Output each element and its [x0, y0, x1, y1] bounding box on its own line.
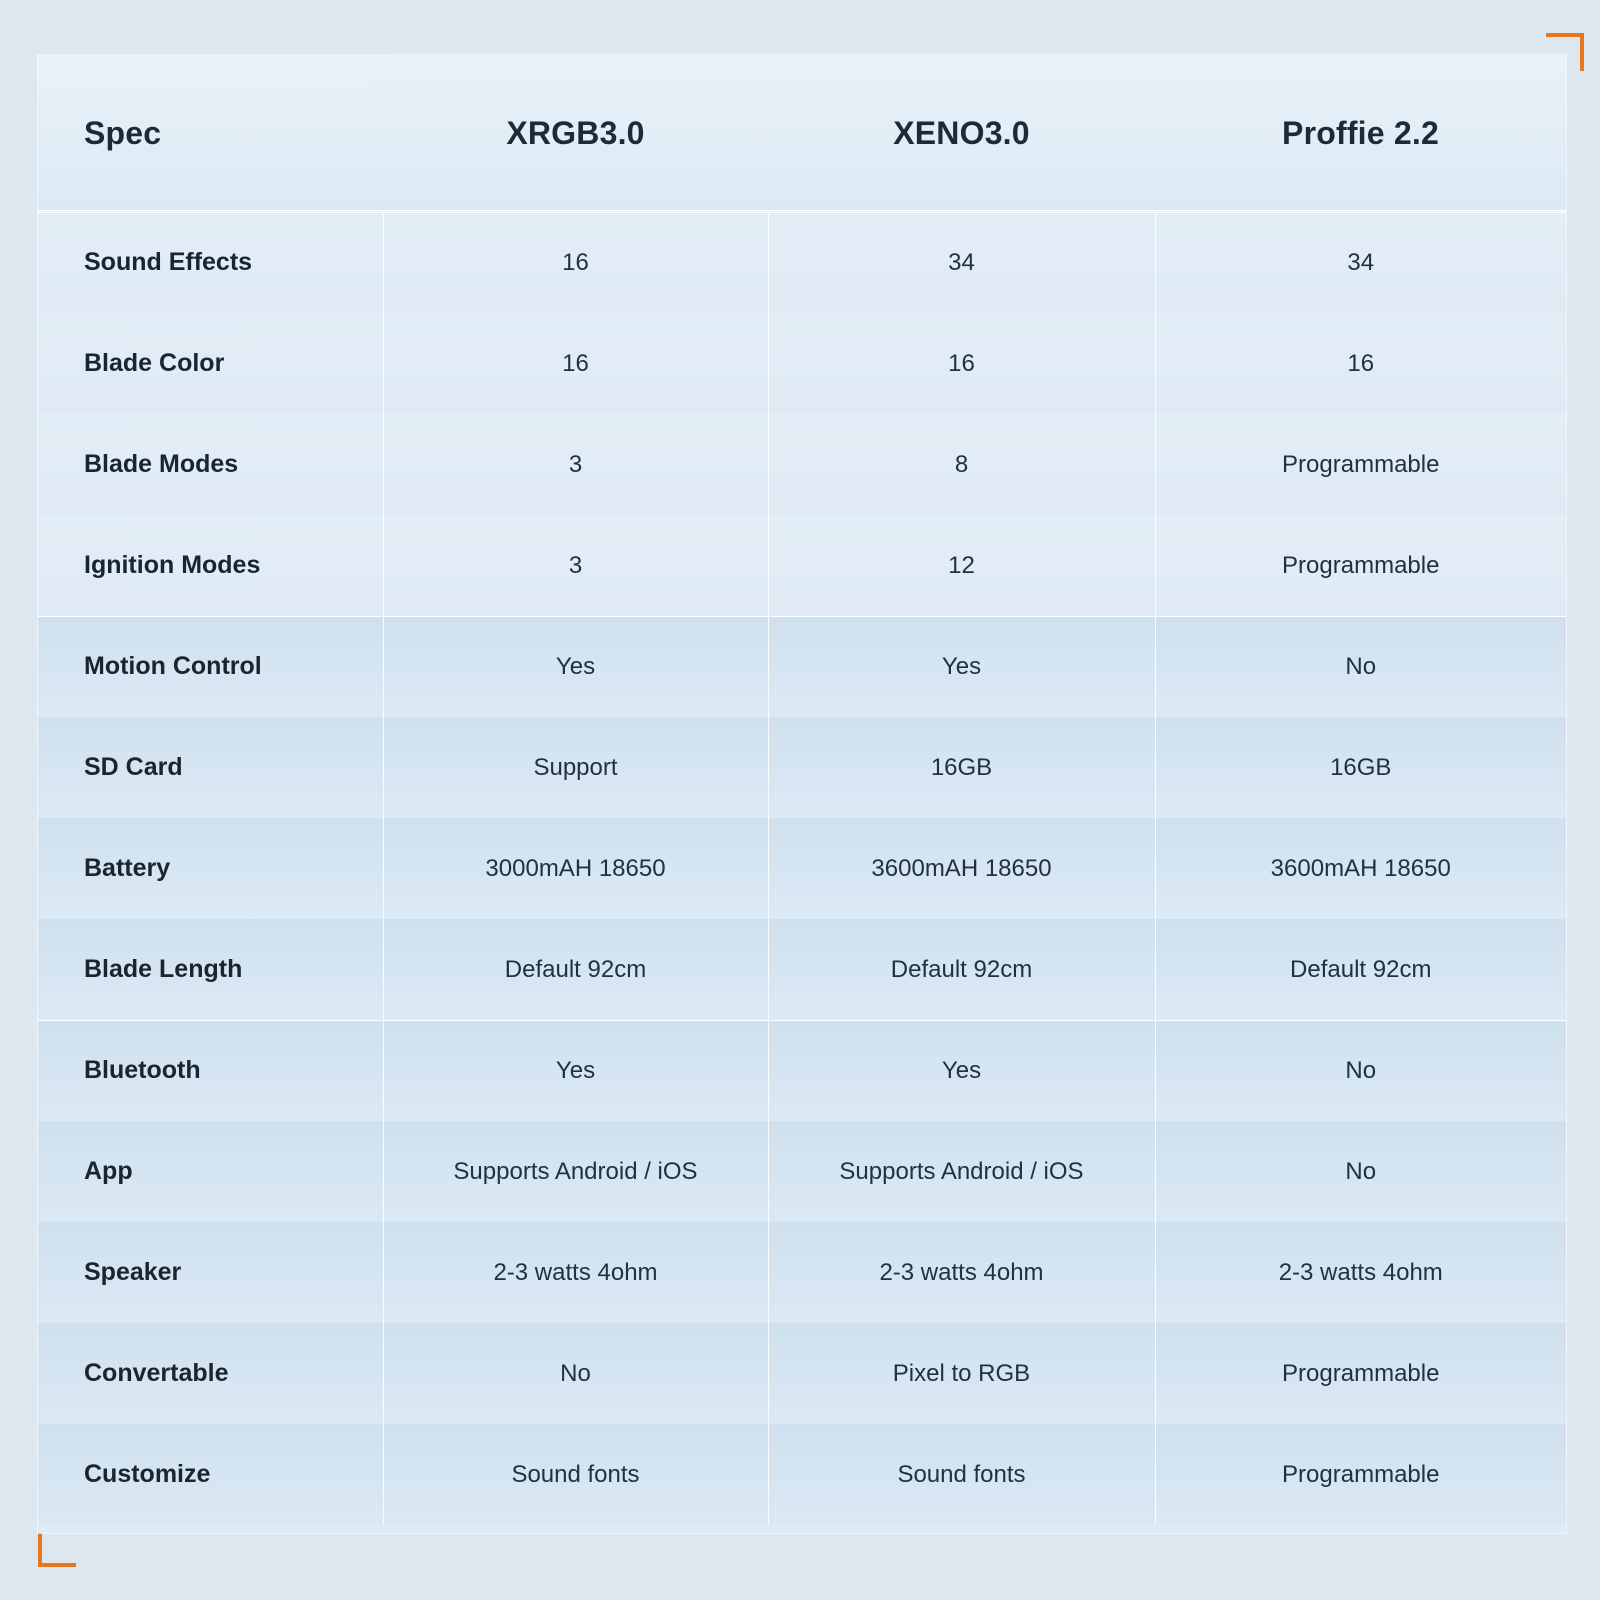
- cell-xrgb: Yes: [383, 1020, 768, 1121]
- row-label: Ignition Modes: [38, 515, 383, 616]
- table-row: [38, 616, 1566, 717]
- row-label: Blade Length: [38, 919, 383, 1020]
- cell-proffie: No: [1155, 1020, 1566, 1121]
- cell-xeno: Yes: [768, 1020, 1155, 1121]
- cell-xeno: Yes: [768, 616, 1155, 717]
- cell-proffie: No: [1155, 616, 1566, 717]
- cell-xrgb: 3: [383, 414, 768, 515]
- cell-proffie: No: [1155, 1121, 1566, 1222]
- cell-xeno: Default 92cm: [768, 919, 1155, 1020]
- row-label: Sound Effects: [38, 212, 383, 313]
- cell-xrgb: Sound fonts: [383, 1424, 768, 1525]
- cell-xrgb: 3: [383, 515, 768, 616]
- cell-xeno: 8: [768, 414, 1155, 515]
- table-row: [38, 1121, 1566, 1222]
- table-row: [38, 313, 1566, 414]
- cell-xeno: 16: [768, 313, 1155, 414]
- cell-proffie: Programmable: [1155, 1323, 1566, 1424]
- spec-comparison-table: [38, 55, 1566, 1525]
- row-label: SD Card: [38, 717, 383, 818]
- cell-proffie: Programmable: [1155, 1424, 1566, 1525]
- row-label: Blade Color: [38, 313, 383, 414]
- cell-proffie: Programmable: [1155, 414, 1566, 515]
- table-row: [38, 212, 1566, 313]
- cell-proffie: 16: [1155, 313, 1566, 414]
- row-label: Blade Modes: [38, 414, 383, 515]
- cell-xrgb: No: [383, 1323, 768, 1424]
- table-row: [38, 1424, 1566, 1525]
- row-label: Customize: [38, 1424, 383, 1525]
- table-header-row: [38, 55, 1566, 212]
- cell-xeno: 3600mAH 18650: [768, 818, 1155, 919]
- column-header-xeno: XENO3.0: [893, 115, 1030, 151]
- cell-xeno: 2-3 watts 4ohm: [768, 1222, 1155, 1323]
- cell-proffie: 16GB: [1155, 717, 1566, 818]
- cell-xeno: 16GB: [768, 717, 1155, 818]
- table-row: [38, 717, 1566, 818]
- cell-xrgb: 2-3 watts 4ohm: [383, 1222, 768, 1323]
- table-row: [38, 818, 1566, 919]
- cell-proffie: 2-3 watts 4ohm: [1155, 1222, 1566, 1323]
- cell-xeno: 12: [768, 515, 1155, 616]
- row-label: Bluetooth: [38, 1020, 383, 1121]
- spec-comparison-sheet: [38, 55, 1566, 1533]
- cell-xeno: Pixel to RGB: [768, 1323, 1155, 1424]
- table-row: [38, 515, 1566, 616]
- cell-proffie: Programmable: [1155, 515, 1566, 616]
- cell-xrgb: 16: [383, 212, 768, 313]
- table-row: [38, 1323, 1566, 1424]
- column-header-spec: Spec: [84, 115, 162, 151]
- cell-xeno: Supports Android / iOS: [768, 1121, 1155, 1222]
- cell-proffie: Default 92cm: [1155, 919, 1566, 1020]
- column-header-xrgb: XRGB3.0: [506, 115, 645, 151]
- column-header-proffie: Proffie 2.2: [1282, 115, 1439, 151]
- cell-xrgb: Support: [383, 717, 768, 818]
- row-label: Motion Control: [38, 616, 383, 717]
- cell-xeno: Sound fonts: [768, 1424, 1155, 1525]
- cell-xrgb: Yes: [383, 616, 768, 717]
- row-label: App: [38, 1121, 383, 1222]
- cell-xrgb: Supports Android / iOS: [383, 1121, 768, 1222]
- cell-xrgb: 16: [383, 313, 768, 414]
- table-row: [38, 1222, 1566, 1323]
- cell-xrgb: Default 92cm: [383, 919, 768, 1020]
- corner-bracket-bottom-left: [38, 1529, 76, 1567]
- row-label: Battery: [38, 818, 383, 919]
- table-row: [38, 919, 1566, 1020]
- cell-proffie: 34: [1155, 212, 1566, 313]
- row-label: Convertable: [38, 1323, 383, 1424]
- table-row: [38, 414, 1566, 515]
- table-row: [38, 1020, 1566, 1121]
- row-label: Speaker: [38, 1222, 383, 1323]
- cell-proffie: 3600mAH 18650: [1155, 818, 1566, 919]
- cell-xrgb: 3000mAH 18650: [383, 818, 768, 919]
- cell-xeno: 34: [768, 212, 1155, 313]
